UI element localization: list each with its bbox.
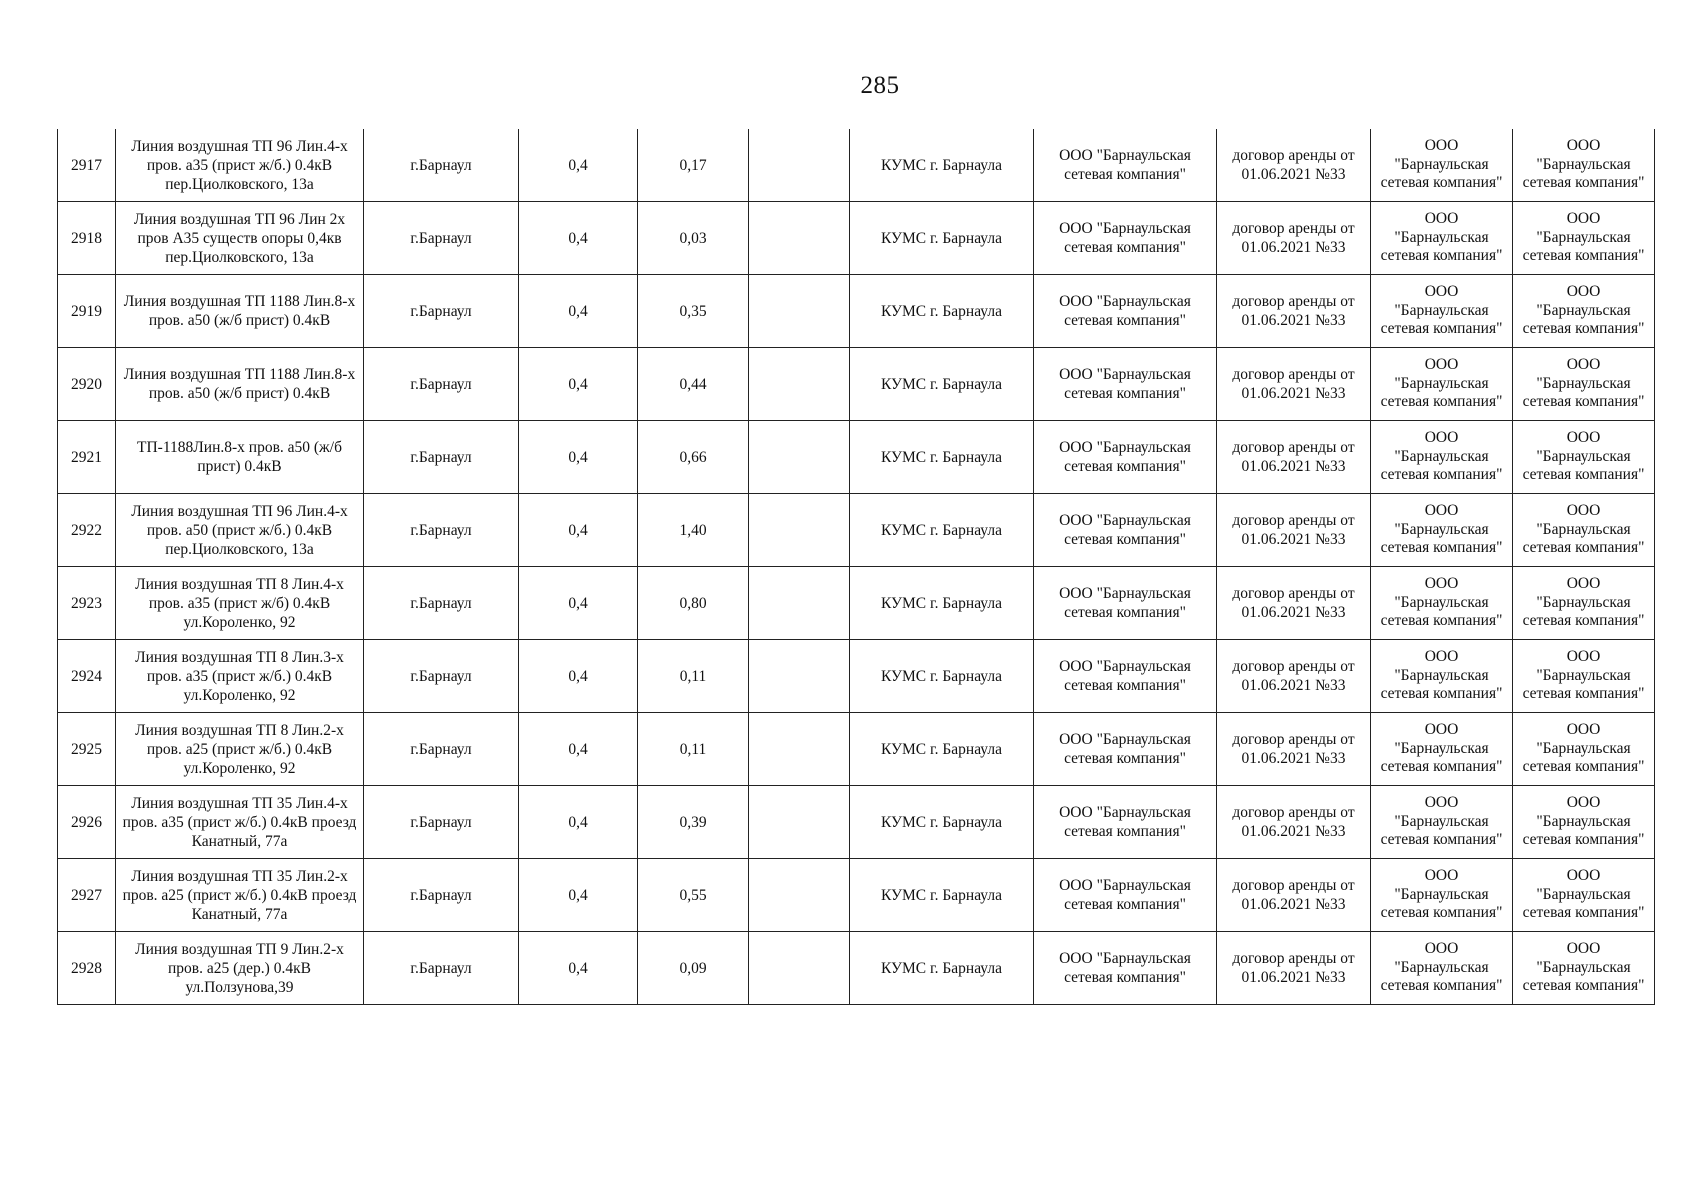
row-number-text: 2921 [71, 448, 102, 466]
cell-length [638, 348, 749, 421]
cell-owner [850, 713, 1034, 786]
table-row [58, 640, 1655, 713]
cell-voltage [519, 786, 638, 859]
table-row [58, 129, 1655, 202]
cell-voltage [519, 129, 638, 202]
owner-text: КУМС г. Барнаула [881, 521, 1002, 539]
cell-empty-cell [749, 713, 850, 786]
cell-length [638, 567, 749, 640]
cell-city [364, 786, 519, 859]
cell-length [638, 129, 749, 202]
voltage-text: 0,4 [568, 229, 588, 247]
holder-company-text: ООО "Барнаульская сетевая компания" [1380, 867, 1503, 922]
cell-operator-company [1034, 932, 1217, 1005]
cell-owner [850, 421, 1034, 494]
voltage-text: 0,4 [568, 156, 588, 174]
object-name-text: Линия воздушная ТП 96 Лин.4-х пров. а50 (прист ж/б.) 0.4кВ пер.Циолковского, 13а [131, 502, 348, 558]
cell-operator-company [1034, 202, 1217, 275]
voltage-text: 0,4 [568, 667, 588, 685]
cell-contract [1217, 567, 1371, 640]
cell-length [638, 859, 749, 932]
owner-text: КУМС г. Барнаула [881, 156, 1002, 174]
city-text: г.Барнаул [410, 448, 472, 466]
object-name-text: Линия воздушная ТП 96 Лин.4-х пров. а35 (прист ж/б.) 0.4кВ пер.Циолковского, 13а [131, 137, 348, 193]
cell-holder-company [1371, 932, 1513, 1005]
row-number-text: 2926 [71, 813, 102, 831]
table-row [58, 494, 1655, 567]
cell-empty-cell [749, 640, 850, 713]
cell-contract [1217, 786, 1371, 859]
cell-row-number [58, 348, 116, 421]
voltage-text: 0,4 [568, 740, 588, 758]
cell-owner [850, 859, 1034, 932]
voltage-text: 0,4 [568, 448, 588, 466]
cell-object-name [116, 932, 364, 1005]
user-company-text: ООО "Барнаульская сетевая компания" [1522, 867, 1645, 922]
cell-holder-company [1371, 859, 1513, 932]
user-company-text: ООО "Барнаульская сетевая компания" [1522, 940, 1645, 995]
cell-user-company [1513, 567, 1655, 640]
cell-operator-company [1034, 129, 1217, 202]
user-company-text: ООО "Барнаульская сетевая компания" [1522, 721, 1645, 776]
cell-length [638, 202, 749, 275]
length-text: 1,40 [679, 521, 707, 539]
cell-operator-company [1034, 275, 1217, 348]
holder-company-text: ООО "Барнаульская сетевая компания" [1380, 210, 1503, 265]
cell-city [364, 640, 519, 713]
user-company-text: ООО "Барнаульская сетевая компания" [1522, 648, 1645, 703]
cell-contract [1217, 275, 1371, 348]
cell-owner [850, 640, 1034, 713]
object-name-text: Линия воздушная ТП 8 Лин.4-х пров. а35 (прист ж/б) 0.4кВ ул.Короленко, 92 [135, 575, 344, 631]
voltage-text: 0,4 [568, 886, 588, 904]
cell-operator-company [1034, 859, 1217, 932]
cell-city [364, 713, 519, 786]
object-name-text: ТП-1188Лин.8-х пров. а50 (ж/б прист) 0.4кВ [137, 439, 342, 475]
cell-empty-cell [749, 129, 850, 202]
city-text: г.Барнаул [410, 375, 472, 393]
cell-user-company [1513, 202, 1655, 275]
owner-text: КУМС г. Барнаула [881, 959, 1002, 977]
cell-holder-company [1371, 786, 1513, 859]
object-name-text: Линия воздушная ТП 96 Лин 2х пров А35 существ опоры 0,4кв пер.Циолковского, 13а [133, 210, 346, 266]
operator-company-text: ООО "Барнаульская сетевая компания" [1059, 147, 1191, 183]
contract-text: договор аренды от 01.06.2021 №33 [1232, 731, 1355, 767]
holder-company-text: ООО "Барнаульская сетевая компания" [1380, 648, 1503, 703]
cell-user-company [1513, 859, 1655, 932]
cell-length [638, 640, 749, 713]
city-text: г.Барнаул [410, 594, 472, 612]
owner-text: КУМС г. Барнаула [881, 448, 1002, 466]
city-text: г.Барнаул [410, 156, 472, 174]
cell-empty-cell [749, 202, 850, 275]
table-row [58, 859, 1655, 932]
table-row [58, 567, 1655, 640]
cell-length [638, 786, 749, 859]
cell-user-company [1513, 786, 1655, 859]
cell-owner [850, 494, 1034, 567]
length-text: 0,03 [679, 229, 707, 247]
cell-contract [1217, 202, 1371, 275]
contract-text: договор аренды от 01.06.2021 №33 [1232, 147, 1355, 183]
operator-company-text: ООО "Барнаульская сетевая компания" [1059, 220, 1191, 256]
cell-object-name [116, 421, 364, 494]
holder-company-text: ООО "Барнаульская сетевая компания" [1380, 283, 1503, 338]
cell-holder-company [1371, 202, 1513, 275]
cell-row-number [58, 859, 116, 932]
cell-user-company [1513, 421, 1655, 494]
cell-length [638, 713, 749, 786]
cell-contract [1217, 494, 1371, 567]
city-text: г.Барнаул [410, 959, 472, 977]
row-number-text: 2927 [71, 886, 102, 904]
voltage-text: 0,4 [568, 521, 588, 539]
cell-row-number [58, 640, 116, 713]
cell-holder-company [1371, 348, 1513, 421]
cell-operator-company [1034, 713, 1217, 786]
row-number-text: 2923 [71, 594, 102, 612]
cell-contract [1217, 932, 1371, 1005]
holder-company-text: ООО "Барнаульская сетевая компания" [1380, 356, 1503, 411]
cell-holder-company [1371, 275, 1513, 348]
city-text: г.Барнаул [410, 886, 472, 904]
cell-empty-cell [749, 859, 850, 932]
user-company-text: ООО "Барнаульская сетевая компания" [1522, 356, 1645, 411]
owner-text: КУМС г. Барнаула [881, 375, 1002, 393]
cell-row-number [58, 786, 116, 859]
cell-owner [850, 786, 1034, 859]
cell-object-name [116, 859, 364, 932]
operator-company-text: ООО "Барнаульская сетевая компания" [1059, 950, 1191, 986]
table-row [58, 421, 1655, 494]
table-row [58, 202, 1655, 275]
cell-row-number [58, 932, 116, 1005]
holder-company-text: ООО "Барнаульская сетевая компания" [1380, 137, 1503, 192]
user-company-text: ООО "Барнаульская сетевая компания" [1522, 283, 1645, 338]
cell-voltage [519, 567, 638, 640]
object-name-text: Линия воздушная ТП 8 Лин.2-х пров. а25 (прист ж/б.) 0.4кВ ул.Короленко, 92 [135, 721, 344, 777]
object-name-text: Линия воздушная ТП 35 Лин.4-х пров. а35 (прист ж/б.) 0.4кВ проезд Канатный, 77а [122, 794, 357, 850]
cell-owner [850, 932, 1034, 1005]
user-company-text: ООО "Барнаульская сетевая компания" [1522, 502, 1645, 557]
cell-row-number [58, 567, 116, 640]
voltage-text: 0,4 [568, 813, 588, 831]
length-text: 0,44 [679, 375, 707, 393]
cell-object-name [116, 348, 364, 421]
row-number-text: 2928 [71, 959, 102, 977]
operator-company-text: ООО "Барнаульская сетевая компания" [1059, 877, 1191, 913]
cell-operator-company [1034, 421, 1217, 494]
owner-text: КУМС г. Барнаула [881, 229, 1002, 247]
voltage-text: 0,4 [568, 594, 588, 612]
cell-holder-company [1371, 567, 1513, 640]
cell-city [364, 275, 519, 348]
voltage-text: 0,4 [568, 959, 588, 977]
cell-voltage [519, 348, 638, 421]
cell-object-name [116, 494, 364, 567]
table-row [58, 932, 1655, 1005]
city-text: г.Барнаул [410, 667, 472, 685]
contract-text: договор аренды от 01.06.2021 №33 [1232, 293, 1355, 329]
cell-voltage [519, 640, 638, 713]
operator-company-text: ООО "Барнаульская сетевая компания" [1059, 512, 1191, 548]
table-row [58, 348, 1655, 421]
city-text: г.Барнаул [410, 740, 472, 758]
cell-object-name [116, 275, 364, 348]
cell-voltage [519, 859, 638, 932]
cell-length [638, 494, 749, 567]
owner-text: КУМС г. Барнаула [881, 302, 1002, 320]
row-number-text: 2918 [71, 229, 102, 247]
cell-owner [850, 567, 1034, 640]
user-company-text: ООО "Барнаульская сетевая компания" [1522, 137, 1645, 192]
cell-user-company [1513, 932, 1655, 1005]
city-text: г.Барнаул [410, 813, 472, 831]
cell-row-number [58, 421, 116, 494]
contract-text: договор аренды от 01.06.2021 №33 [1232, 512, 1355, 548]
cell-voltage [519, 275, 638, 348]
owner-text: КУМС г. Барнаула [881, 594, 1002, 612]
row-number-text: 2925 [71, 740, 102, 758]
contract-text: договор аренды от 01.06.2021 №33 [1232, 439, 1355, 475]
cell-owner [850, 202, 1034, 275]
contract-text: договор аренды от 01.06.2021 №33 [1232, 950, 1355, 986]
registry-table-body [58, 129, 1655, 1005]
operator-company-text: ООО "Барнаульская сетевая компания" [1059, 293, 1191, 329]
operator-company-text: ООО "Барнаульская сетевая компания" [1059, 366, 1191, 402]
cell-owner [850, 348, 1034, 421]
cell-contract [1217, 421, 1371, 494]
cell-object-name [116, 713, 364, 786]
cell-city [364, 859, 519, 932]
cell-voltage [519, 932, 638, 1005]
cell-user-company [1513, 348, 1655, 421]
contract-text: договор аренды от 01.06.2021 №33 [1232, 220, 1355, 256]
cell-row-number [58, 713, 116, 786]
cell-row-number [58, 275, 116, 348]
cell-empty-cell [749, 275, 850, 348]
cell-owner [850, 275, 1034, 348]
cell-object-name [116, 786, 364, 859]
cell-contract [1217, 640, 1371, 713]
cell-empty-cell [749, 348, 850, 421]
contract-text: договор аренды от 01.06.2021 №33 [1232, 658, 1355, 694]
cell-object-name [116, 202, 364, 275]
length-text: 0,80 [679, 594, 707, 612]
cell-operator-company [1034, 567, 1217, 640]
contract-text: договор аренды от 01.06.2021 №33 [1232, 804, 1355, 840]
cell-operator-company [1034, 786, 1217, 859]
operator-company-text: ООО "Барнаульская сетевая компания" [1059, 439, 1191, 475]
object-name-text: Линия воздушная ТП 9 Лин.2-х пров. а25 (дер.) 0.4кВ ул.Ползунова,39 [135, 940, 344, 996]
registry-table [57, 129, 1655, 1005]
cell-contract [1217, 129, 1371, 202]
cell-holder-company [1371, 494, 1513, 567]
cell-object-name [116, 567, 364, 640]
cell-voltage [519, 202, 638, 275]
cell-contract [1217, 713, 1371, 786]
contract-text: договор аренды от 01.06.2021 №33 [1232, 877, 1355, 913]
cell-city [364, 494, 519, 567]
cell-row-number [58, 129, 116, 202]
holder-company-text: ООО "Барнаульская сетевая компания" [1380, 794, 1503, 849]
length-text: 0,09 [679, 959, 707, 977]
cell-row-number [58, 494, 116, 567]
table-row [58, 713, 1655, 786]
cell-operator-company [1034, 640, 1217, 713]
cell-city [364, 348, 519, 421]
city-text: г.Барнаул [410, 521, 472, 539]
cell-operator-company [1034, 494, 1217, 567]
voltage-text: 0,4 [568, 375, 588, 393]
object-name-text: Линия воздушная ТП 1188 Лин.8-х пров. а50 (ж/б прист) 0.4кВ [123, 293, 356, 329]
cell-empty-cell [749, 494, 850, 567]
cell-object-name [116, 129, 364, 202]
cell-operator-company [1034, 348, 1217, 421]
cell-user-company [1513, 494, 1655, 567]
holder-company-text: ООО "Барнаульская сетевая компания" [1380, 721, 1503, 776]
length-text: 0,39 [679, 813, 707, 831]
cell-user-company [1513, 275, 1655, 348]
holder-company-text: ООО "Барнаульская сетевая компания" [1380, 575, 1503, 630]
cell-holder-company [1371, 421, 1513, 494]
length-text: 0,11 [679, 740, 707, 758]
user-company-text: ООО "Барнаульская сетевая компания" [1522, 575, 1645, 630]
cell-contract [1217, 859, 1371, 932]
cell-holder-company [1371, 713, 1513, 786]
cell-user-company [1513, 713, 1655, 786]
contract-text: договор аренды от 01.06.2021 №33 [1232, 366, 1355, 402]
cell-holder-company [1371, 640, 1513, 713]
contract-text: договор аренды от 01.06.2021 №33 [1232, 585, 1355, 621]
cell-user-company [1513, 129, 1655, 202]
user-company-text: ООО "Барнаульская сетевая компания" [1522, 210, 1645, 265]
length-text: 0,66 [679, 448, 707, 466]
operator-company-text: ООО "Барнаульская сетевая компания" [1059, 585, 1191, 621]
length-text: 0,35 [679, 302, 707, 320]
cell-length [638, 275, 749, 348]
row-number-text: 2917 [71, 156, 102, 174]
cell-voltage [519, 421, 638, 494]
owner-text: КУМС г. Барнаула [881, 667, 1002, 685]
city-text: г.Барнаул [410, 302, 472, 320]
voltage-text: 0,4 [568, 302, 588, 320]
row-number-text: 2920 [71, 375, 102, 393]
object-name-text: Линия воздушная ТП 8 Лин.3-х пров. а35 (прист ж/б.) 0.4кВ ул.Короленко, 92 [135, 648, 344, 704]
object-name-text: Линия воздушная ТП 35 Лин.2-х пров. а25 (прист ж/б.) 0.4кВ проезд Канатный, 77а [122, 867, 357, 923]
cell-length [638, 932, 749, 1005]
object-name-text: Линия воздушная ТП 1188 Лин.8-х пров. а50 (ж/б прист) 0.4кВ [123, 366, 356, 402]
cell-empty-cell [749, 421, 850, 494]
owner-text: КУМС г. Барнаула [881, 813, 1002, 831]
row-number-text: 2924 [71, 667, 102, 685]
page-number: 285 [860, 72, 900, 99]
holder-company-text: ООО "Барнаульская сетевая компания" [1380, 940, 1503, 995]
cell-user-company [1513, 640, 1655, 713]
table-row [58, 786, 1655, 859]
cell-voltage [519, 713, 638, 786]
city-text: г.Барнаул [410, 229, 472, 247]
cell-holder-company [1371, 129, 1513, 202]
row-number-text: 2922 [71, 521, 102, 539]
owner-text: КУМС г. Барнаула [881, 886, 1002, 904]
length-text: 0,55 [679, 886, 707, 904]
operator-company-text: ООО "Барнаульская сетевая компания" [1059, 731, 1191, 767]
cell-empty-cell [749, 786, 850, 859]
cell-city [364, 567, 519, 640]
holder-company-text: ООО "Барнаульская сетевая компания" [1380, 429, 1503, 484]
cell-object-name [116, 640, 364, 713]
cell-city [364, 932, 519, 1005]
row-number-text: 2919 [71, 302, 102, 320]
cell-empty-cell [749, 932, 850, 1005]
cell-empty-cell [749, 567, 850, 640]
cell-city [364, 421, 519, 494]
cell-city [364, 129, 519, 202]
operator-company-text: ООО "Барнаульская сетевая компания" [1059, 658, 1191, 694]
cell-city [364, 202, 519, 275]
cell-voltage [519, 494, 638, 567]
operator-company-text: ООО "Барнаульская сетевая компания" [1059, 804, 1191, 840]
cell-owner [850, 129, 1034, 202]
table-row [58, 275, 1655, 348]
cell-contract [1217, 348, 1371, 421]
cell-row-number [58, 202, 116, 275]
user-company-text: ООО "Барнаульская сетевая компания" [1522, 429, 1645, 484]
owner-text: КУМС г. Барнаула [881, 740, 1002, 758]
length-text: 0,11 [679, 667, 707, 685]
holder-company-text: ООО "Барнаульская сетевая компания" [1380, 502, 1503, 557]
length-text: 0,17 [679, 156, 707, 174]
cell-length [638, 421, 749, 494]
user-company-text: ООО "Барнаульская сетевая компания" [1522, 794, 1645, 849]
